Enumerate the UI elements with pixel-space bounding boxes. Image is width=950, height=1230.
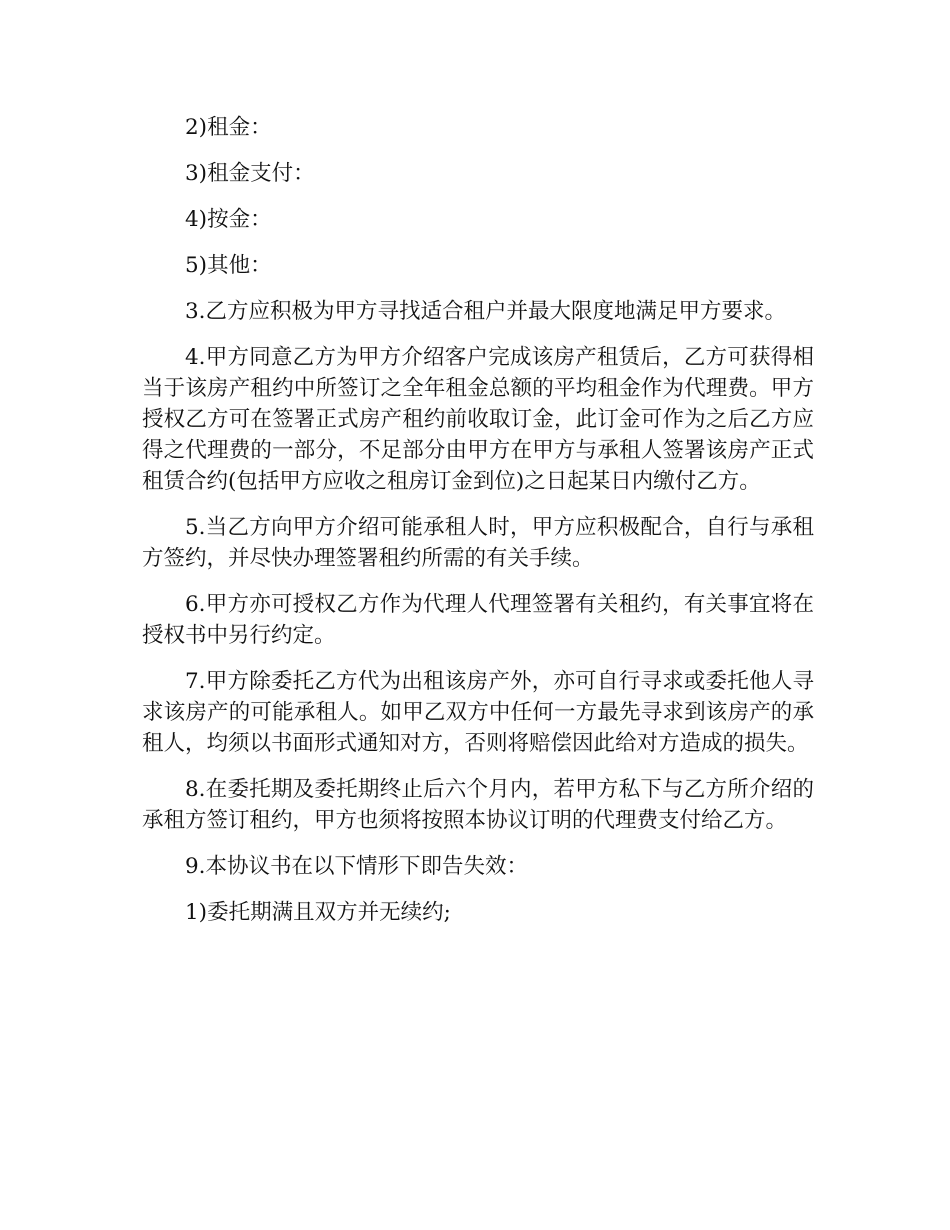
document-body [142,112,814,943]
clause-8: 8.在委托期及委托期终止后六个月内，若甲方私下与乙方所介绍的承租方签订租约，甲方也须将按照本协议订明的代理费支付给乙方。 [142,777,814,833]
paragraph-deposit: 4)按金： [185,207,272,232]
clause-7: 7.甲方除委托乙方代为出租该房产外，亦可自行寻求或委托他人寻求该房产的可能承租人。如甲乙双方中任何一方最先寻求到该房产的承租人，均须以书面形式通知对方，否则将赔偿因此给对方造成的损失。 [142,669,814,756]
clause-3: 3.乙方应积极为甲方寻找适合租户并最大限度地满足甲方要求。 [185,299,787,324]
clause-4: 4.甲方同意乙方为甲方介绍客户完成该房产租赁后，乙方可获得相当于该房产租约中所签订之全年租金总额的平均租金作为代理费。甲方授权乙方可在签署正式房产租约前收取订金，此订金可作为之后乙方应得之代理费的一部分，不足部分由甲方在甲方与承租人签署该房产正式租赁合约(包括甲方应收之租房订金到位)之日起某日内缴付乙方。 [142,345,814,494]
clause-5: 5.当乙方向甲方介绍可能承租人时，甲方应积极配合，自行与承租方签约，并尽快办理签署租约所需的有关手续。 [142,515,814,571]
paragraph-rent-payment: 3)租金支付： [185,161,315,186]
clause-6: 6.甲方亦可授权乙方作为代理人代理签署有关租约，有关事宜将在授权书中另行约定。 [142,592,814,648]
clause-9-item-1: 1)委托期满且双方并无续约; [185,900,451,925]
paragraph-other: 5)其他： [185,253,272,278]
clause-9: 9.本协议书在以下情形下即告失效： [185,854,529,879]
paragraph-rent: 2)租金： [185,115,272,140]
